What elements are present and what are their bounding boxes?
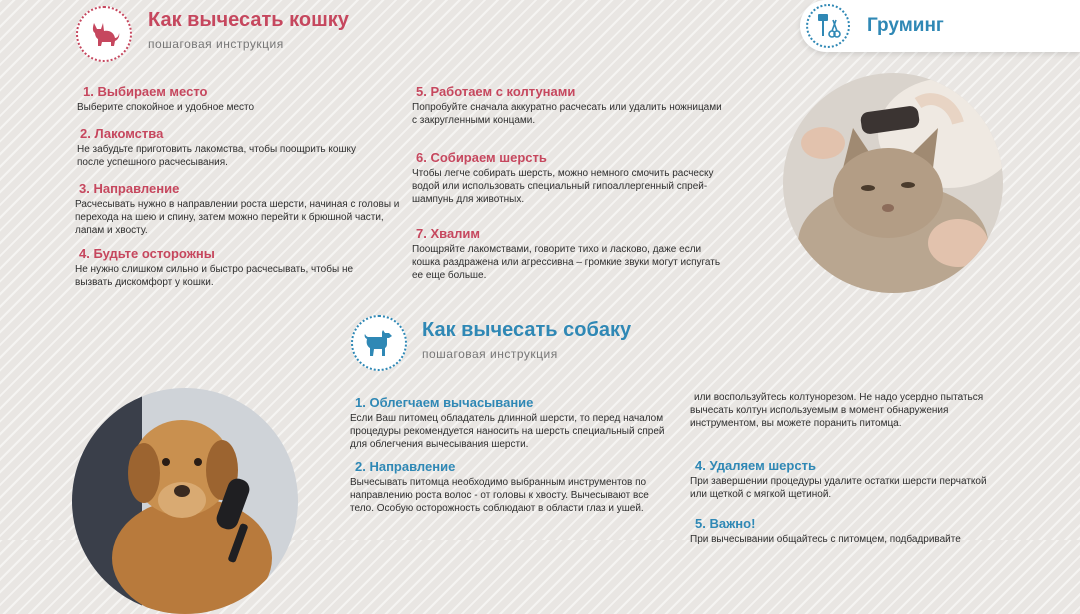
cat-icon: [88, 19, 120, 49]
step-text: или воспользуйтесь колтунорезом. Не надо усердно пытаться вычесать колтун используемым в момент обнаружения инструментом, вы можете поранить питомца.: [690, 392, 984, 429]
grooming-tools-icon: [815, 12, 841, 40]
cat-section-title: Как вычесать кошку: [148, 9, 349, 31]
dog-icon: [363, 328, 395, 358]
step-text: Чтобы легче собирать шерсть, можно немного смочить расческу водой или использовать специальный гипоаллергенный спрей-шампунь для животных.: [412, 168, 714, 205]
step-title: 5. Работаем с колтунами: [416, 84, 576, 99]
step-text: При вычесывании общайтесь с питомцем, подбадривайте: [690, 534, 961, 545]
step-title: 7. Хвалим: [416, 226, 481, 241]
dog-badge: [351, 315, 407, 371]
step-title: 2. Направление: [355, 459, 456, 474]
cat-step-1: [77, 84, 377, 114]
step-text: Расчесывать нужно в направлении роста шерсти, начиная с головы и перехода на шею и спину, затем можно перейти к брюшной части, лапам и хвосту.: [75, 199, 400, 236]
dog-step-3-continued: [690, 391, 990, 430]
grooming-badge: [806, 4, 850, 48]
step-text: При завершении процедуры удалите остатки шерсти перчаткой или щеткой с мягкой щетиной.: [690, 476, 987, 500]
step-text: Если Ваш питомец обладатель длинной шерсти, то перед началом процедуры рекомендуется наносить на шерсть специальный спрей для облегчения вычесывания шерсти.: [350, 413, 665, 450]
step-title: 2. Лакомства: [80, 126, 164, 141]
dog-step-2: [350, 459, 670, 515]
cat-step-7: [412, 226, 724, 282]
cat-badge: [76, 6, 132, 62]
step-title: 1. Выбираем место: [83, 84, 208, 99]
step-text: Выберите спокойное и удобное место: [77, 102, 255, 113]
cat-photo-illustration: [783, 73, 1003, 293]
step-title: 5. Важно!: [695, 516, 756, 531]
dog-step-5: [690, 516, 990, 546]
step-text: Вычесывать питомца необходимо выбранным инструментов по направлению роста волос - от головы к хвосту. Вычесывают все тело. Особую осторожность соблюдают в области глаз и ушей.: [350, 477, 649, 514]
step-title: 3. Направление: [79, 181, 180, 196]
dog-section-subtitle: пошаговая инструкция: [422, 347, 558, 361]
step-text: Не нужно слишком сильно и быстро расчесывать, чтобы не вызвать дискомфорт у кошки.: [75, 264, 354, 288]
step-title: 6. Собираем шерсть: [416, 150, 547, 165]
cat-step-2: [77, 126, 377, 169]
cat-step-3: [75, 181, 405, 237]
step-title: 1. Облегчаем вычасывание: [355, 395, 534, 410]
dog-photo-illustration: [72, 388, 298, 614]
step-text: Попробуйте сначала аккуратно расчесать или удалить ножницами с закругленными концами.: [412, 102, 722, 126]
step-title: 4. Будьте осторожны: [79, 246, 215, 261]
grooming-tab: [800, 0, 1080, 52]
grooming-label: Груминг: [867, 15, 944, 36]
cat-step-5: [412, 84, 722, 127]
step-text: Не забудьте приготовить лакомства, чтобы поощрить кошку после успешного расчесывания.: [77, 144, 356, 168]
cat-section-subtitle: пошаговая инструкция: [148, 37, 284, 51]
cat-step-4: [75, 246, 385, 289]
dog-section-title: Как вычесать собаку: [422, 319, 632, 341]
dog-step-4: [690, 458, 990, 501]
cat-grooming-photo: [783, 73, 1003, 293]
dog-step-1: [350, 395, 670, 451]
step-text: Поощряйте лакомствами, говорите тихо и ласково, даже если кошка раздражена или агрессивна – громкие звуки могут испугать ее еще больше.: [412, 244, 721, 281]
dog-grooming-photo: [72, 388, 298, 614]
cat-step-6: [412, 150, 722, 206]
step-title: 4. Удаляем шерсть: [695, 458, 816, 473]
